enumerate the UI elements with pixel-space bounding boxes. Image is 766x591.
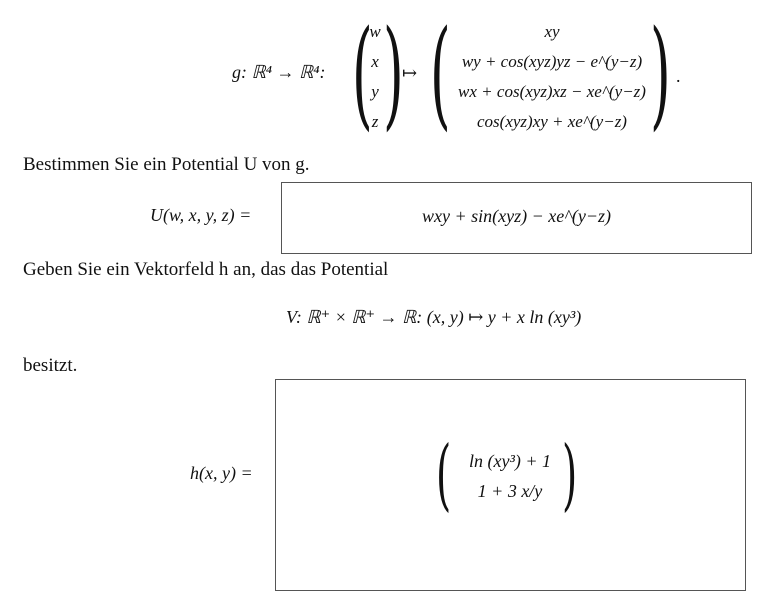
mapsto-symbol: ↦ — [402, 63, 418, 83]
output-vector-right-paren: ) — [650, 4, 671, 142]
answer-left-paren: ( — [436, 430, 452, 520]
task2-answer-field[interactable] — [275, 379, 746, 591]
task1-answer: wxy + sin(xyz) − xe^(y−z) — [422, 206, 611, 226]
output-row-3: wx + cos(xyz)xz − xe^(y−z) — [458, 82, 646, 101]
output-row-4: cos(xyz)xy + xe^(y−z) — [477, 112, 627, 131]
task2-answer-vector — [456, 446, 564, 506]
map-prefix: g: ℝ⁴ → ℝ⁴: — [232, 62, 326, 82]
map-definition — [232, 62, 326, 83]
output-vector — [442, 17, 662, 137]
answer-row-2: 1 + 3 x/y — [477, 481, 543, 501]
input-x: x — [371, 52, 379, 71]
potential-definition: V: ℝ⁺ × ℝ⁺ → ℝ: (x, y) ↦ y + x ln (xy³) — [286, 307, 582, 327]
task1-lhs: U(w, x, y, z) = — [150, 205, 252, 225]
input-vector-left-paren: ( — [352, 4, 373, 142]
task1-prompt: Bestimmen Sie ein Potential U von g. — [23, 154, 310, 175]
task2-prompt: Geben Sie ein Vektorfeld h an, das das Potential — [23, 259, 389, 280]
output-row-1: xy — [544, 22, 560, 41]
input-z: z — [371, 112, 379, 131]
task2-suffix: besitzt. — [23, 355, 78, 376]
input-y: y — [371, 82, 379, 101]
task1-answer-field[interactable] — [281, 182, 752, 254]
output-row-2: wy + cos(xyz)yz − e^(y−z) — [461, 52, 643, 71]
answer-right-paren: ) — [562, 430, 578, 520]
task2-lhs: h(x, y) = — [190, 463, 253, 483]
map-period: . — [676, 66, 681, 86]
answer-row-1: ln (xy³) + 1 — [468, 451, 551, 471]
input-w: w — [369, 22, 381, 41]
output-vector-left-paren: ( — [430, 4, 451, 142]
input-vector-right-paren: ) — [383, 4, 404, 142]
